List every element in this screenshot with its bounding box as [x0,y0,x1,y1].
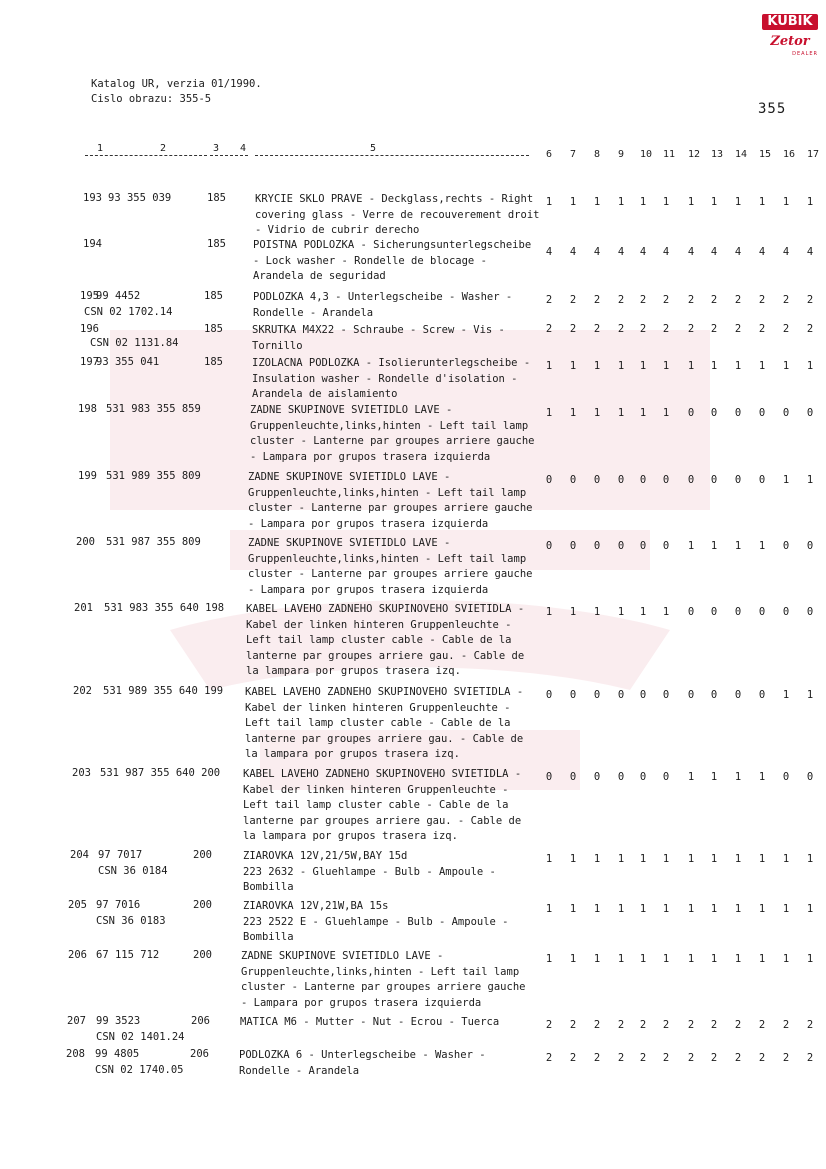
quantity-cell: 1 [734,853,742,865]
quantity-cell: 1 [758,360,766,372]
standard-number: CSN 36 0184 [98,865,168,877]
quantity-cell: 1 [662,606,670,618]
column-header-3: 3 [213,143,220,154]
quantity-cell: 1 [639,407,647,419]
part-description: KABEL LAVEHO ZADNEHO SKUPINOVEHO SVIETIDLA - Kabel der linken hinteren Gruppenleuchte - Left tail lamp cluster cable - Cable de la lanterne par groupes arriere gau. - Cable de la lampara por grupos trasera izq. [246,603,525,677]
column-header-1: 1 [97,143,104,154]
reference-number: 185 [204,356,223,368]
quantity-cell: 4 [806,246,814,258]
quantity-cell: 2 [662,1019,670,1031]
qty-column-header: 6 [546,149,553,160]
position-number: 203 [72,767,91,779]
quantity-cell: 2 [687,294,695,306]
quantity-cell: 2 [806,323,814,335]
quantity-cell: 0 [569,689,577,701]
quantity-cell: 0 [662,689,670,701]
part-number: 531 989 355 809 [106,470,201,482]
position-number: 194 [83,238,102,250]
part-number: 531 983 355 640 198 [104,602,225,614]
reference-number: 200 [193,899,212,911]
quantity-cell: 2 [545,1019,553,1031]
quantity-cell: 1 [569,196,577,208]
position-number: 196 [80,323,99,335]
quantity-cell: 2 [687,323,695,335]
quantity-cell: 2 [734,294,742,306]
standard-number: CSN 36 0183 [96,915,166,927]
header-rule-b [210,155,248,156]
quantity-cell: 0 [782,771,790,783]
quantity-cell: 0 [545,771,553,783]
quantity-cell: 2 [687,1052,695,1064]
position-number: 204 [70,849,89,861]
reference-number: 206 [190,1048,209,1060]
quantity-cell: 1 [687,540,695,552]
quantity-cell: 0 [758,474,766,486]
quantity-cell: 2 [782,1052,790,1064]
part-number: 531 983 355 859 [106,403,201,415]
quantity-cell: 1 [545,196,553,208]
quantity-cell: 2 [806,1019,814,1031]
quantity-cell: 1 [758,540,766,552]
quantity-cell: 1 [593,903,601,915]
qty-column-header: 9 [618,149,625,160]
quantity-cell: 1 [734,196,742,208]
quantity-cell: 0 [687,689,695,701]
quantity-cell: 1 [782,196,790,208]
quantity-cell: 1 [782,360,790,372]
quantity-cell: 0 [617,474,625,486]
quantity-cell: 1 [758,903,766,915]
quantity-cell: 2 [617,1052,625,1064]
qty-column-header: 16 [783,149,796,160]
quantity-cell: 1 [687,360,695,372]
quantity-cell: 1 [569,903,577,915]
quantity-cell: 1 [639,903,647,915]
quantity-cell: 1 [687,903,695,915]
part-description: ZADNE SKUPINOVE SVIETIDLO LAVE - Gruppenleuchte,links,hinten - Left tail lamp cluster - Lanterne par groupes arriere gauche - Lampara por grupos trasera izquierda [250,404,535,463]
part-number: 67 115 712 [96,949,160,961]
quantity-cell: 1 [593,953,601,965]
quantity-cell: 1 [545,953,553,965]
part-description: IZOLACNA PODLOZKA - Isolierunterlegscheibe - Insulation washer - Rondelle d'isolation - Arandela de aislamiento [252,357,531,400]
quantity-cell: 1 [758,853,766,865]
quantity-cell: 0 [710,689,718,701]
reference-number: 206 [191,1015,210,1027]
quantity-cell: 2 [569,1052,577,1064]
quantity-cell: 4 [710,246,718,258]
part-description: ZADNE SKUPINOVE SVIETIDLO LAVE - Gruppenleuchte,links,hinten - Left tail lamp cluster - Lanterne par groupes arriere gauche - Lampara por grupos trasera izquierda [241,950,526,1009]
quantity-cell: 1 [710,196,718,208]
position-number: 199 [78,470,97,482]
standard-number: CSN 02 1131.84 [90,337,179,349]
quantity-cell: 1 [639,360,647,372]
part-number: 531 989 355 640 199 [103,685,224,697]
part-number: 99 4805 [95,1048,140,1060]
quantity-cell: 1 [687,953,695,965]
qty-column-header: 8 [594,149,601,160]
quantity-cell: 1 [662,360,670,372]
quantity-cell: 2 [639,323,647,335]
quantity-cell: 1 [687,853,695,865]
standard-number: CSN 02 1401.24 [96,1031,185,1043]
quantity-cell: 1 [617,407,625,419]
quantity-cell: 0 [569,474,577,486]
qty-column-header: 10 [640,149,653,160]
quantity-cell: 4 [569,246,577,258]
quantity-cell: 4 [734,246,742,258]
page-number: 355 [758,101,787,117]
part-description: ZIAROVKA 12V,21W,BA 15s 223 2522 E - Gluehlampe - Bulb - Ampoule - Bombilla [243,900,509,943]
quantity-cell: 1 [593,853,601,865]
quantity-cell: 2 [687,1019,695,1031]
quantity-cell: 0 [545,474,553,486]
quantity-cell: 1 [806,360,814,372]
quantity-cell: 0 [662,474,670,486]
header-rule-c [255,155,529,156]
column-header-5: 5 [370,143,377,154]
quantity-cell: 2 [569,323,577,335]
quantity-cell: 1 [662,953,670,965]
quantity-cell: 1 [593,606,601,618]
quantity-cell: 1 [710,903,718,915]
quantity-cell: 2 [569,294,577,306]
quantity-cell: 2 [782,294,790,306]
quantity-cell: 4 [617,246,625,258]
quantity-cell: 4 [758,246,766,258]
quantity-cell: 0 [710,407,718,419]
column-header-4: 4 [240,143,247,154]
quantity-cell: 0 [662,540,670,552]
quantity-cell: 0 [593,689,601,701]
quantity-cell: 2 [758,323,766,335]
quantity-cell: 2 [545,323,553,335]
quantity-cell: 1 [687,196,695,208]
quantity-cell: 1 [806,953,814,965]
quantity-cell: 1 [734,771,742,783]
position-number: 206 [68,949,87,961]
quantity-cell: 1 [545,407,553,419]
quantity-cell: 2 [593,323,601,335]
part-description: SKRUTKA M4X22 - Schraube - Screw - Vis - Tornillo [252,324,505,352]
quantity-cell: 1 [758,196,766,208]
quantity-cell: 1 [734,903,742,915]
catalog-title: Katalog UR, verzia 01/1990. [91,78,262,90]
quantity-cell: 1 [782,689,790,701]
part-description: KRYCIE SKLO PRAVE - Deckglass,rechts - Right covering glass - Verre de recouverement droit - Vidrio de cubrir derecho [255,193,540,236]
quantity-cell: 0 [710,606,718,618]
quantity-cell: 1 [545,360,553,372]
part-number: 99 3523 [96,1015,141,1027]
quantity-cell: 0 [617,689,625,701]
part-number: 97 7016 [96,899,141,911]
quantity-cell: 0 [593,474,601,486]
quantity-cell: 4 [687,246,695,258]
quantity-cell: 0 [617,540,625,552]
image-number: Cislo obrazu: 355-5 [91,93,212,105]
quantity-cell: 2 [593,1019,601,1031]
quantity-cell: 0 [639,474,647,486]
header-rule-a [85,155,207,156]
reference-number: 185 [207,192,226,204]
quantity-cell: 2 [639,294,647,306]
quantity-cell: 0 [593,540,601,552]
quantity-cell: 0 [617,771,625,783]
quantity-cell: 1 [617,953,625,965]
quantity-cell: 1 [545,606,553,618]
quantity-cell: 1 [806,689,814,701]
quantity-cell: 2 [639,1052,647,1064]
qty-column-header: 11 [663,149,676,160]
quantity-cell: 1 [617,853,625,865]
quantity-cell: 2 [710,294,718,306]
quantity-cell: 2 [710,1052,718,1064]
quantity-cell: 0 [687,606,695,618]
qty-column-header: 13 [711,149,724,160]
part-description: MATICA M6 - Mutter - Nut - Ecrou - Tuerca [240,1016,500,1028]
quantity-cell: 1 [569,853,577,865]
quantity-cell: 2 [782,1019,790,1031]
position-number: 202 [73,685,92,697]
quantity-cell: 2 [593,294,601,306]
quantity-cell: 2 [593,1052,601,1064]
position-number: 195 [80,290,99,302]
logo-zetor-text: Zetor [770,34,810,49]
quantity-cell: 0 [782,540,790,552]
quantity-cell: 1 [569,606,577,618]
quantity-cell: 2 [662,323,670,335]
quantity-cell: 2 [734,1019,742,1031]
position-number: 205 [68,899,87,911]
quantity-cell: 0 [758,689,766,701]
quantity-cell: 1 [617,360,625,372]
quantity-cell: 2 [782,323,790,335]
quantity-cell: 0 [639,540,647,552]
quantity-cell: 0 [545,689,553,701]
quantity-cell: 0 [734,407,742,419]
standard-number: CSN 02 1740.05 [95,1064,184,1076]
standard-number: CSN 02 1702.14 [84,306,173,318]
position-number: 208 [66,1048,85,1060]
reference-number: 185 [207,238,226,250]
quantity-cell: 1 [734,953,742,965]
quantity-cell: 2 [617,323,625,335]
quantity-cell: 1 [639,606,647,618]
reference-number: 185 [204,290,223,302]
position-number: 193 [83,192,102,204]
position-number: 198 [78,403,97,415]
quantity-cell: 2 [710,323,718,335]
quantity-cell: 0 [734,474,742,486]
quantity-cell: 1 [662,407,670,419]
qty-column-header: 15 [759,149,772,160]
quantity-cell: 0 [734,689,742,701]
quantity-cell: 0 [806,606,814,618]
quantity-cell: 1 [806,196,814,208]
quantity-cell: 1 [710,540,718,552]
quantity-cell: 0 [639,689,647,701]
quantity-cell: 2 [734,323,742,335]
quantity-cell: 2 [758,294,766,306]
quantity-cell: 1 [639,853,647,865]
quantity-cell: 0 [662,771,670,783]
logo-kubik-text: KUBIK [762,14,818,30]
quantity-cell: 1 [593,360,601,372]
quantity-cell: 0 [710,474,718,486]
quantity-cell: 2 [545,294,553,306]
part-description: POISTNA PODLOZKA - Sicherungsunterlegscheibe - Lock washer - Rondelle de blocage - Arandela de seguridad [253,239,532,282]
quantity-cell: 1 [617,196,625,208]
quantity-cell: 2 [662,294,670,306]
part-number: 93 355 039 [108,192,172,204]
quantity-cell: 2 [569,1019,577,1031]
quantity-cell: 0 [758,606,766,618]
part-description: ZADNE SKUPINOVE SVIETIDLO LAVE - Gruppenleuchte,links,hinten - Left tail lamp cluster - Lanterne par groupes arriere gauche - Lampara por grupos trasera izquierda [248,537,533,596]
quantity-cell: 1 [710,360,718,372]
quantity-cell: 4 [545,246,553,258]
quantity-cell: 1 [758,771,766,783]
quantity-cell: 2 [758,1019,766,1031]
column-header-2: 2 [160,143,167,154]
quantity-cell: 0 [806,771,814,783]
quantity-cell: 0 [782,606,790,618]
part-number: 97 7017 [98,849,143,861]
quantity-cell: 1 [710,771,718,783]
kubik-zetor-logo [762,14,818,66]
quantity-cell: 0 [639,771,647,783]
part-description: ZIAROVKA 12V,21/5W,BAY 15d 223 2632 - Gluehlampe - Bulb - Ampoule - Bombilla [243,850,496,893]
quantity-cell: 0 [758,407,766,419]
position-number: 201 [74,602,93,614]
quantity-cell: 2 [710,1019,718,1031]
quantity-cell: 1 [617,903,625,915]
quantity-cell: 1 [545,903,553,915]
quantity-cell: 1 [569,407,577,419]
part-number: 531 987 355 809 [106,536,201,548]
quantity-cell: 1 [782,903,790,915]
quantity-cell: 0 [806,540,814,552]
quantity-cell: 0 [687,474,695,486]
quantity-cell: 1 [782,853,790,865]
quantity-cell: 1 [806,903,814,915]
part-description: KABEL LAVEHO ZADNEHO SKUPINOVEHO SVIETIDLA - Kabel der linken hinteren Gruppenleuchte - Left tail lamp cluster cable - Cable de la lanterne par groupes arriere gau. - Cable de la lampara por grupos trasera izq. [243,768,522,842]
quantity-cell: 2 [662,1052,670,1064]
quantity-cell: 1 [687,771,695,783]
quantity-cell: 1 [662,903,670,915]
logo-dealer-text: DEALER [792,51,818,57]
quantity-cell: 0 [782,407,790,419]
quantity-cell: 1 [593,407,601,419]
quantity-cell: 0 [806,407,814,419]
position-number: 200 [76,536,95,548]
quantity-cell: 2 [639,1019,647,1031]
quantity-cell: 1 [639,953,647,965]
quantity-cell: 0 [734,606,742,618]
quantity-cell: 1 [758,953,766,965]
quantity-cell: 0 [593,771,601,783]
quantity-cell: 2 [734,1052,742,1064]
quantity-cell: 1 [617,606,625,618]
quantity-cell: 0 [687,407,695,419]
qty-column-header: 14 [735,149,748,160]
part-description: PODLOZKA 6 - Unterlegscheibe - Washer - Rondelle - Arandela [239,1049,486,1077]
quantity-cell: 1 [734,540,742,552]
quantity-cell: 1 [545,853,553,865]
reference-number: 200 [193,949,212,961]
quantity-cell: 2 [545,1052,553,1064]
quantity-cell: 2 [617,1019,625,1031]
reference-number: 185 [204,323,223,335]
quantity-cell: 1 [569,953,577,965]
quantity-cell: 1 [710,953,718,965]
position-number: 207 [67,1015,86,1027]
quantity-cell: 4 [593,246,601,258]
quantity-cell: 2 [806,1052,814,1064]
qty-column-header: 7 [570,149,577,160]
quantity-cell: 1 [639,196,647,208]
qty-column-header: 12 [688,149,701,160]
quantity-cell: 0 [569,540,577,552]
quantity-cell: 0 [545,540,553,552]
quantity-cell: 1 [782,953,790,965]
quantity-cell: 1 [806,853,814,865]
quantity-cell: 2 [617,294,625,306]
reference-number: 200 [193,849,212,861]
quantity-cell: 1 [782,474,790,486]
part-number: 531 987 355 640 200 [100,767,221,779]
position-number: 197 [80,356,99,368]
part-description: ZADNE SKUPINOVE SVIETIDLO LAVE - Gruppenleuchte,links,hinten - Left tail lamp cluster - Lanterne par groupes arriere gauche - Lampara por grupos trasera izquierda [248,471,533,530]
quantity-cell: 0 [569,771,577,783]
quantity-cell: 1 [662,196,670,208]
quantity-cell: 2 [806,294,814,306]
part-description: KABEL LAVEHO ZADNEHO SKUPINOVEHO SVIETIDLA - Kabel der linken hinteren Gruppenleuchte - Left tail lamp cluster cable - Cable de la lanterne par groupes arriere gau. - Cable de la lampara por grupos trasera izq. [245,686,524,760]
part-number: 93 355 041 [96,356,160,368]
quantity-cell: 4 [662,246,670,258]
part-number: 99 4452 [96,290,141,302]
quantity-cell: 1 [710,853,718,865]
quantity-cell: 2 [758,1052,766,1064]
quantity-cell: 4 [639,246,647,258]
quantity-cell: 1 [569,360,577,372]
part-description: PODLOZKA 4,3 - Unterlegscheibe - Washer - Rondelle - Arandela [253,291,513,319]
qty-column-header: 17 [807,149,820,160]
quantity-cell: 1 [806,474,814,486]
quantity-cell: 1 [593,196,601,208]
quantity-cell: 1 [662,853,670,865]
quantity-cell: 1 [734,360,742,372]
quantity-cell: 4 [782,246,790,258]
